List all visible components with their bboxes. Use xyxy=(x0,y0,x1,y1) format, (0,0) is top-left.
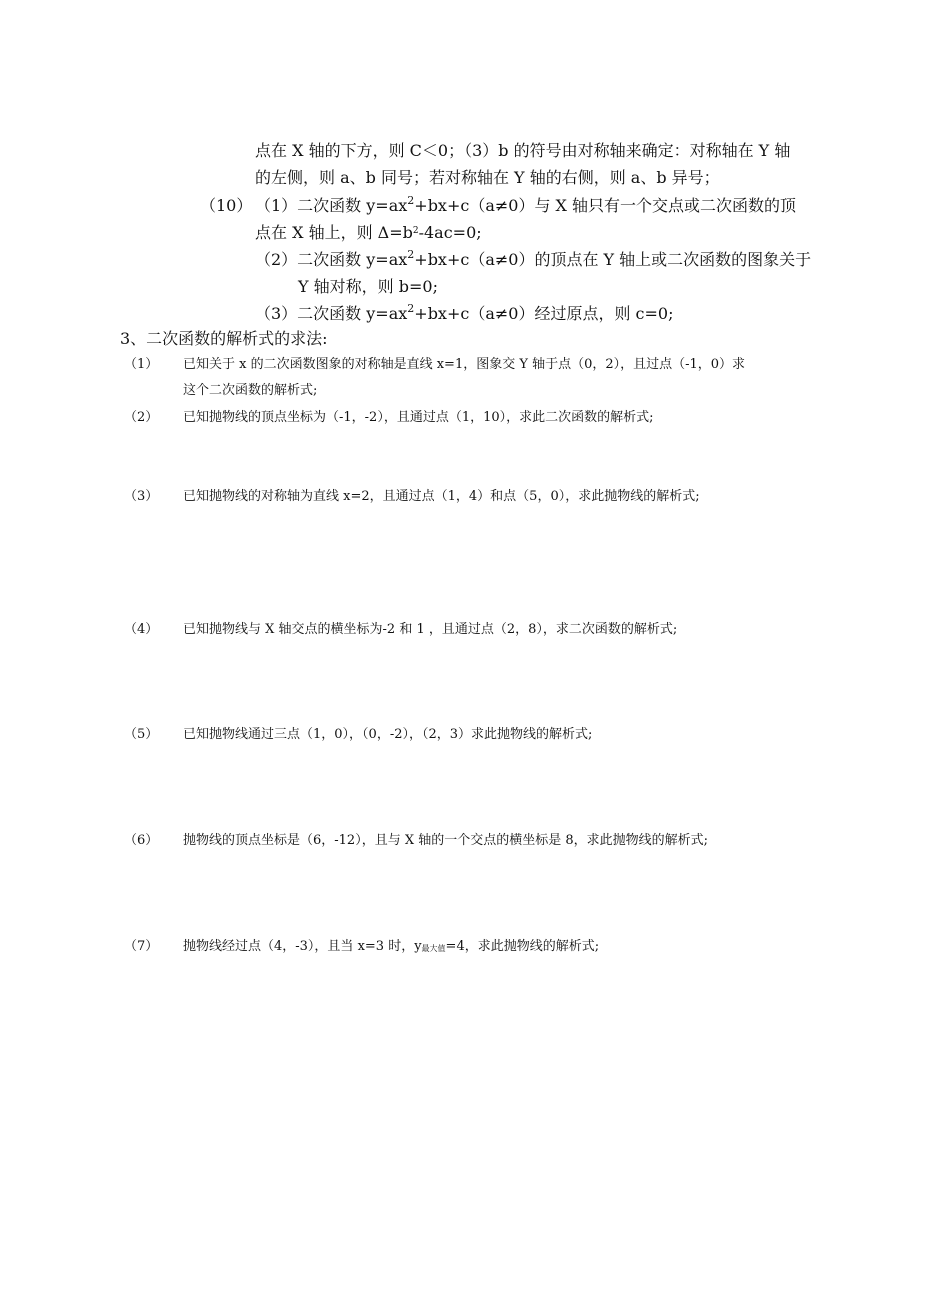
question-text: 这个二次函数的解析式; xyxy=(183,383,318,398)
item-number: （10） xyxy=(200,196,253,215)
question-text: 抛物线经过点（4，-3），且当 x=3 时，$y_{最大值}=4$，求此抛物线的解析式; xyxy=(183,939,600,954)
question-number: （1） xyxy=(124,357,159,372)
text-line: 的左侧，则 a、b 同号；若对称轴在 Y 轴的右侧，则 a、b 异号； xyxy=(255,168,720,187)
question-number: （2） xyxy=(124,410,159,425)
question-number: （4） xyxy=(124,622,159,637)
question-text: 抛物线的顶点坐标是（6，-12），且与 X 轴的一个交点的横坐标是 8，求此抛物线的解析式; xyxy=(183,833,709,848)
question-number: （5） xyxy=(124,727,159,742)
question-text: 已知抛物线的顶点坐标为（-1，-2），且通过点（1，10），求此二次函数的解析式; xyxy=(183,410,654,425)
question-text: 已知抛物线与 X 轴交点的横坐标为-2 和 1 ，且通过点（2，8），求二次函数的解析式; xyxy=(183,622,678,637)
question-text: 已知抛物线通过三点（1，0），（0，-2），（2，3）求此抛物线的解析式; xyxy=(183,727,593,742)
text-line: 点在 X 轴的下方，则 C＜0；（3）b 的符号由对称轴来确定：对称轴在 Y 轴 xyxy=(255,141,791,160)
text-line: 点在 X 轴上，则 $\Delta=b^2-4ac=0$; xyxy=(255,223,482,242)
question-number: （7） xyxy=(124,939,159,954)
question-number: （3） xyxy=(124,489,159,504)
text-line: （3）二次函数 $y=ax^2+bx+c(a\ne 0)$经过原点，则 c=0; xyxy=(255,302,674,323)
text-line: （1）二次函数 $y=ax^2+bx+c(a\ne 0)$与 X 轴只有一个交点或二次函数的顶 xyxy=(255,194,797,215)
text-line: （2）二次函数 $y=ax^2+bx+c(a\ne 0)$的顶点在 Y 轴上或二次函数的图象关于 xyxy=(255,248,812,269)
section-heading: 3、二次函数的解析式的求法: xyxy=(120,329,328,348)
text-line: Y 轴对称，则 b=0; xyxy=(298,277,438,296)
question-text: 已知抛物线的对称轴为直线 x=2，且通过点（1，4）和点（5，0），求此抛物线的解析式; xyxy=(183,489,700,504)
question-number: （6） xyxy=(124,833,159,848)
question-text: 已知关于 x 的二次函数图象的对称轴是直线 x=1，图象交 Y 轴于点（0，2），且过点（-1，0）求 xyxy=(183,357,746,372)
